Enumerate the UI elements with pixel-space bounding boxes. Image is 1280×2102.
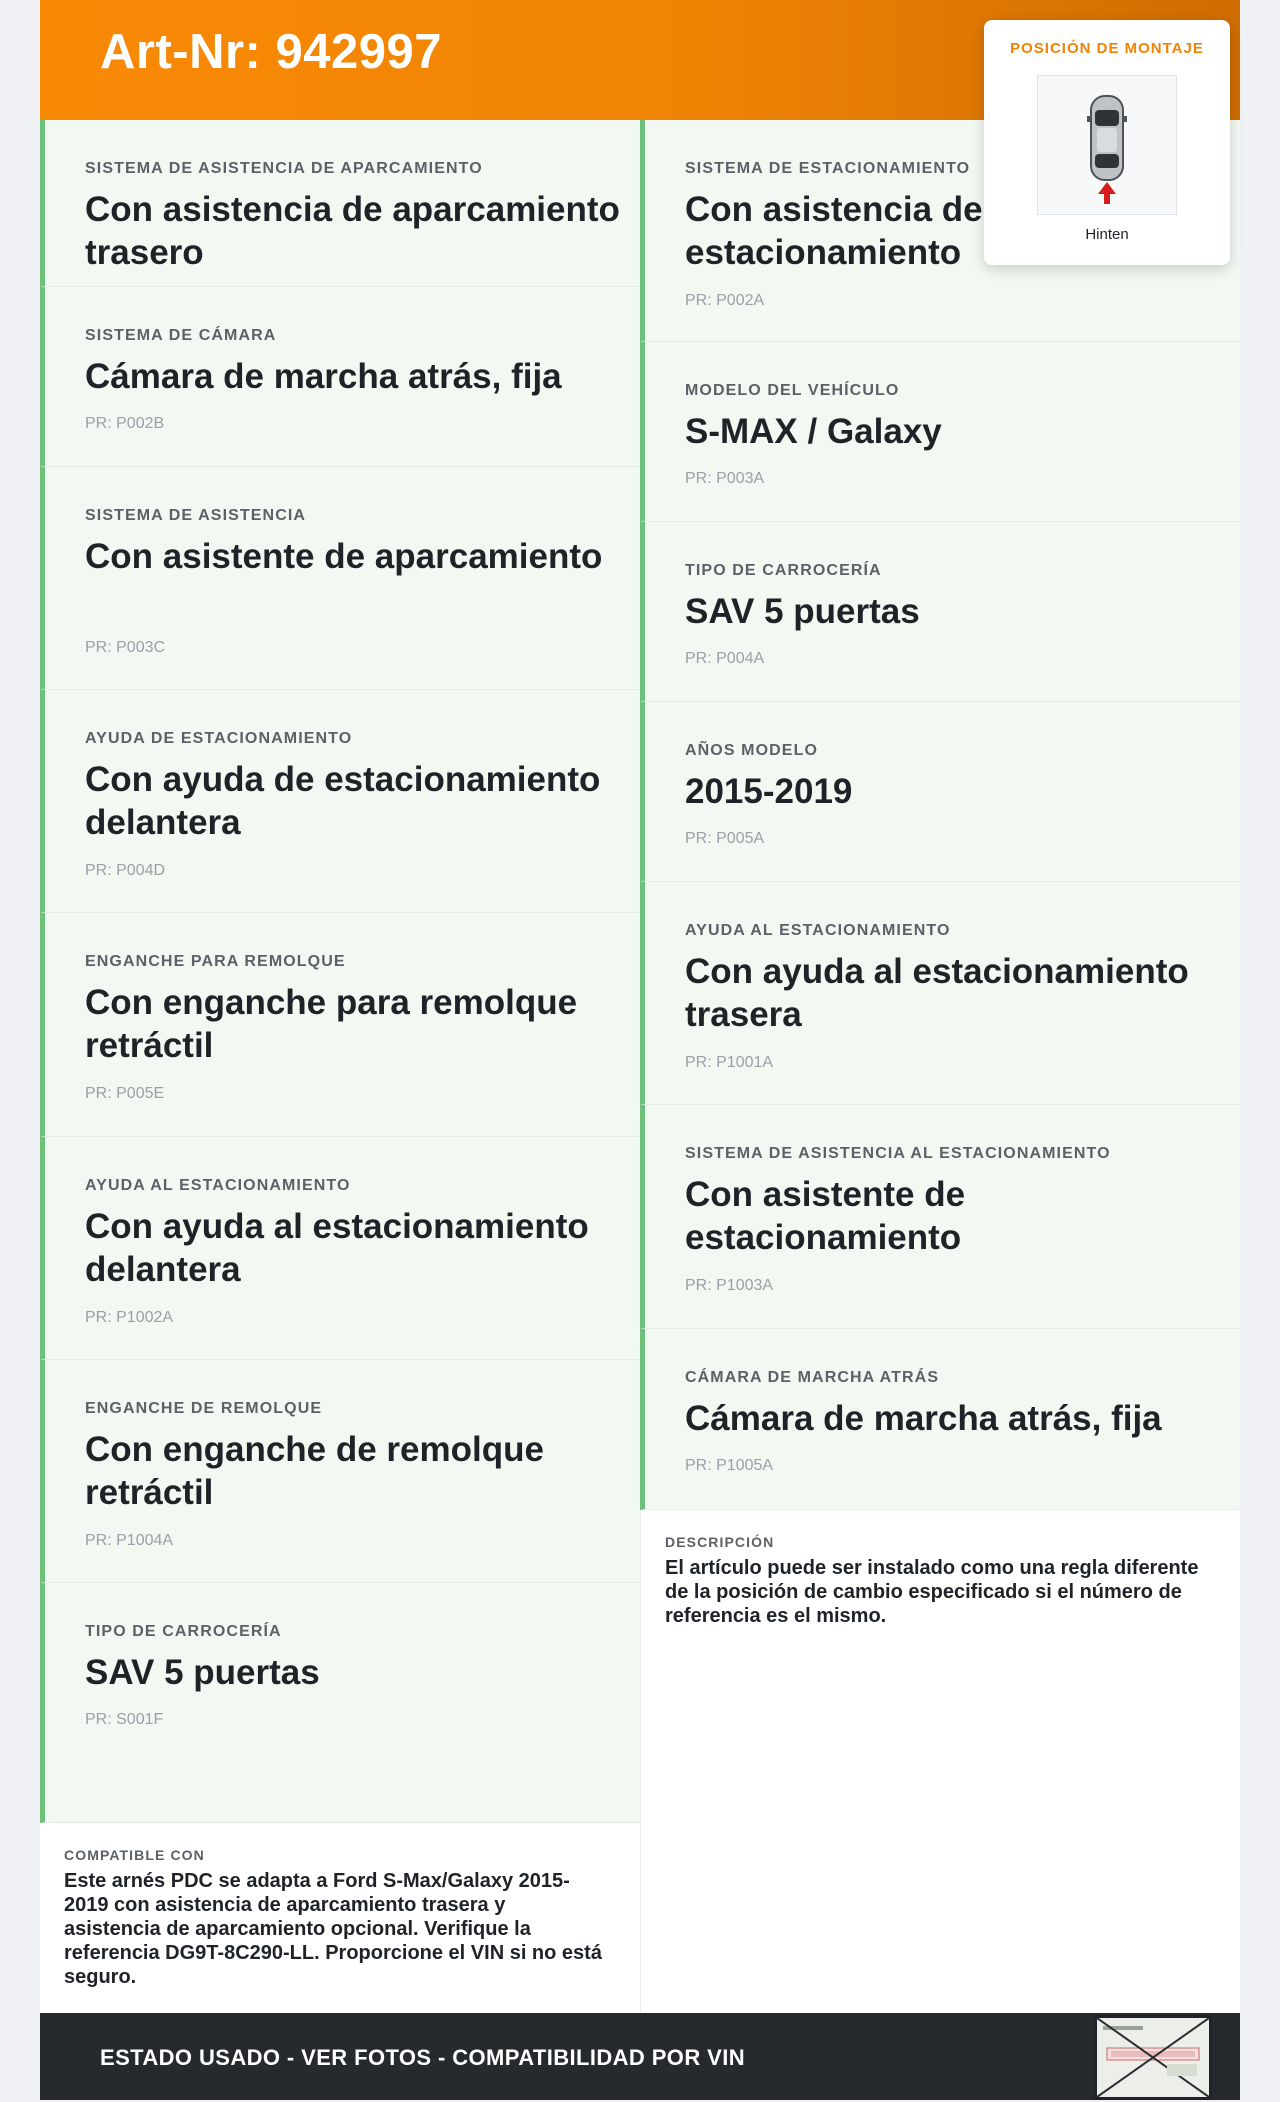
attribute-label: CÁMARA DE MARCHA ATRÁS xyxy=(685,1369,940,1386)
attribute-label: AYUDA DE ESTACIONAMIENTO xyxy=(85,730,353,747)
attribute-card xyxy=(40,120,640,287)
attribute-value: Con asistencia de estacionamiento xyxy=(685,190,983,272)
mounting-position-panel xyxy=(984,20,1230,265)
attribute-code: PR: P004A xyxy=(685,650,765,667)
footer-bar xyxy=(40,2013,1240,2100)
attribute-value: SAV 5 puertas xyxy=(85,1653,320,1692)
description-label: DESCRIPCIÓN xyxy=(665,1534,775,1550)
mounting-position-title: POSICIÓN DE MONTAJE xyxy=(1010,40,1204,57)
attribute-label: AYUDA AL ESTACIONAMIENTO xyxy=(85,1177,351,1194)
compatibility-label: COMPATIBLE CON xyxy=(64,1847,205,1863)
attribute-label: ENGANCHE PARA REMOLQUE xyxy=(85,953,346,970)
attribute-value: Con ayuda al estacionamiento trasera xyxy=(685,952,1189,1034)
attribute-card xyxy=(40,1360,640,1583)
attribute-value: Con ayuda de estacionamiento delantera xyxy=(85,760,601,842)
attribute-value: Cámara de marcha atrás, fija xyxy=(685,1399,1162,1438)
attribute-code: PR: P003A xyxy=(685,470,765,487)
mounting-position-caption: Hinten xyxy=(1085,226,1129,243)
car-top-view-rear-arrow-icon[interactable] xyxy=(1037,75,1177,215)
attribute-value: Cámara de marcha atrás, fija xyxy=(85,357,562,396)
attribute-label: ENGANCHE DE REMOLQUE xyxy=(85,1400,323,1417)
attribute-card xyxy=(40,467,640,690)
envelope-icon xyxy=(1097,2018,1209,2097)
attribute-card xyxy=(40,913,640,1137)
article-number: Art-Nr: 942997 xyxy=(100,25,442,79)
attribute-code: PR: P005A xyxy=(685,830,765,847)
compatibility-section xyxy=(40,1823,640,2013)
attribute-label: SISTEMA DE ASISTENCIA AL ESTACIONAMIENTO xyxy=(685,1145,1111,1162)
attribute-label: SISTEMA DE ASISTENCIA xyxy=(85,507,307,524)
attribute-code: PR: P002B xyxy=(85,415,165,432)
attribute-value: Con asistente de aparcamiento xyxy=(85,537,603,576)
attribute-value: 2015-2019 xyxy=(685,772,853,811)
attribute-code: PR: S001F xyxy=(85,1711,164,1728)
compatibility-text: Este arnés PDC se adapta a Ford S-Max/Galaxy 2015-2019 con asistencia de aparcamiento trasera y asistencia de aparcamiento opcional. Verifique la referencia DG9T-8C290-LL. Proporcione el VIN si no está seguro. xyxy=(64,1870,602,1988)
attribute-label: SISTEMA DE ASISTENCIA DE APARCAMIENTO xyxy=(85,160,483,177)
attribute-value: Con enganche de remolque retráctil xyxy=(85,1430,544,1512)
attribute-label: AYUDA AL ESTACIONAMIENTO xyxy=(685,922,951,939)
attribute-label: MODELO DEL VEHÍCULO xyxy=(685,382,900,399)
attribute-label: SISTEMA DE CÁMARA xyxy=(85,327,277,344)
attribute-value: Con asistente de estacionamiento xyxy=(685,1175,966,1257)
attribute-code: PR: P002A xyxy=(685,292,765,309)
attribute-code: PR: P1001A xyxy=(685,1054,774,1071)
attribute-value: S-MAX / Galaxy xyxy=(685,412,942,451)
document-thumbnail-icon[interactable] xyxy=(1094,2015,1212,2100)
attribute-card xyxy=(640,882,1240,1105)
attribute-value: Con enganche para remolque retráctil xyxy=(85,983,578,1065)
attribute-label: TIPO DE CARROCERÍA xyxy=(685,562,882,579)
attribute-label: SISTEMA DE ESTACIONAMIENTO xyxy=(685,160,971,177)
attribute-card xyxy=(640,1329,1240,1510)
attribute-value: SAV 5 puertas xyxy=(685,592,920,631)
attribute-code: PR: P1003A xyxy=(685,1277,774,1294)
attribute-label: AÑOS MODELO xyxy=(685,742,818,759)
attribute-code: PR: P1004A xyxy=(85,1532,174,1549)
attribute-card xyxy=(40,1137,640,1360)
attribute-code: PR: P005E xyxy=(85,1085,165,1102)
attribute-card xyxy=(640,702,1240,882)
car-diagram xyxy=(1038,76,1176,214)
attribute-value: Con ayuda al estacionamiento delantera xyxy=(85,1207,589,1289)
attribute-card xyxy=(40,690,640,913)
attribute-card xyxy=(40,1583,640,1823)
attribute-card xyxy=(40,287,640,467)
attribute-code: PR: P004D xyxy=(85,862,166,879)
attribute-code: PR: P1005A xyxy=(685,1457,774,1474)
attribute-code: PR: P1002A xyxy=(85,1309,174,1326)
attribute-code: PR: P003C xyxy=(85,639,166,656)
attribute-value: Con asistencia de aparcamiento trasero xyxy=(85,190,620,272)
product-sheet xyxy=(40,0,1240,2100)
attribute-card xyxy=(640,522,1240,702)
footer-text: ESTADO USADO - VER FOTOS - COMPATIBILIDAD POR VIN xyxy=(100,2045,745,2070)
description-text: El artículo puede ser instalado como una regla diferente de la posición de cambio especificado si el número de referencia es el mismo. xyxy=(665,1557,1199,1627)
description-section xyxy=(640,1510,1240,2013)
attribute-card xyxy=(640,342,1240,522)
attribute-label: TIPO DE CARROCERÍA xyxy=(85,1623,282,1640)
attribute-card xyxy=(640,1105,1240,1329)
